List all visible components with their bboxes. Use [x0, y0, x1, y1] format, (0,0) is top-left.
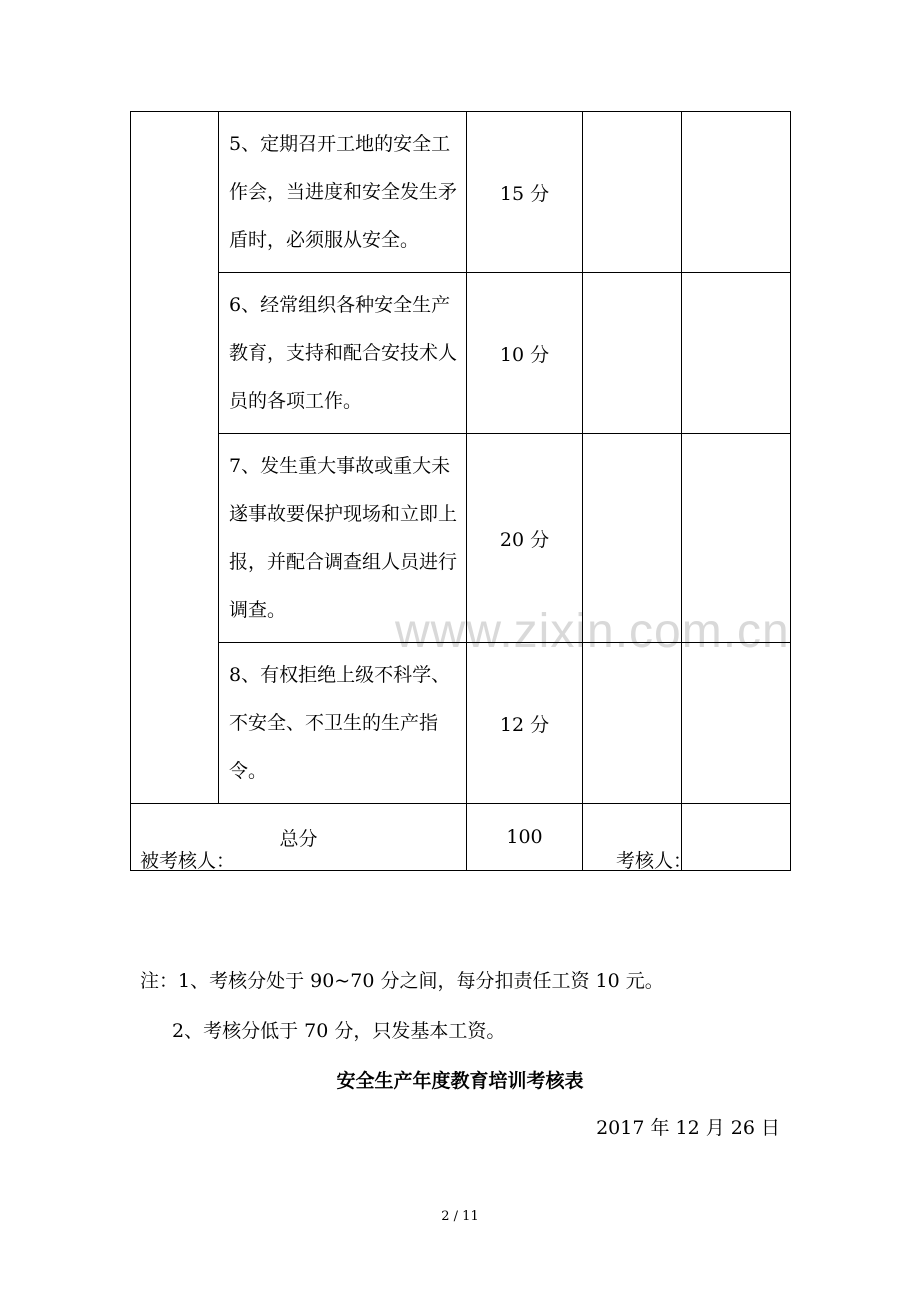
item-cell: 6、经常组织各种安全生产教育，支持和配合安技术人员的各项工作。: [219, 273, 467, 434]
total-score: 100: [467, 804, 583, 871]
assessee-label: 被考核人：: [140, 850, 236, 872]
total-label: 总分: [131, 804, 467, 871]
assessor-score-cell: [682, 643, 791, 804]
assessment-table: [130, 111, 791, 871]
total-row: [131, 804, 791, 871]
table-row: [131, 434, 791, 643]
note-2: 2、考核分低于 70 分，只发基本工资。: [172, 1020, 506, 1042]
assessor-score-cell: [682, 434, 791, 643]
category-cell: [131, 112, 219, 804]
date: 2017 年 12 月 26 日: [596, 1117, 780, 1139]
note-1: 注：1、考核分处于 90~70 分之间，每分扣责任工资 10 元。: [140, 970, 664, 992]
score-cell: 15 分: [467, 112, 583, 273]
score-cell: 12 分: [467, 643, 583, 804]
item-cell: 7、发生重大事故或重大未遂事故要保护现场和立即上报，并配合调查组人员进行调查。: [219, 434, 467, 643]
assessor-score-cell: [682, 273, 791, 434]
table-row: [131, 112, 791, 273]
watermark: www.zixin.com.cn: [395, 605, 790, 658]
self-score-cell: [583, 112, 682, 273]
score-cell: 20 分: [467, 434, 583, 643]
self-score-cell: [583, 434, 682, 643]
self-total-cell: [583, 804, 682, 871]
item-cell: 8、有权拒绝上级不科学、不安全、不卫生的生产指令。: [219, 643, 467, 804]
assessor-score-cell: [682, 112, 791, 273]
item-cell: 5、定期召开工地的安全工作会，当进度和安全发生矛盾时，必须服从安全。: [219, 112, 467, 273]
assessor-total-cell: [682, 804, 791, 871]
assessor-label: 考核人：: [616, 850, 693, 872]
self-score-cell: [583, 273, 682, 434]
page-number: 2 / 11: [441, 1209, 479, 1224]
table-row: [131, 273, 791, 434]
table-row: [131, 643, 791, 804]
score-cell: 10 分: [467, 273, 583, 434]
section-title: 安全生产年度教育培训考核表: [336, 1070, 584, 1092]
self-score-cell: [583, 643, 682, 804]
